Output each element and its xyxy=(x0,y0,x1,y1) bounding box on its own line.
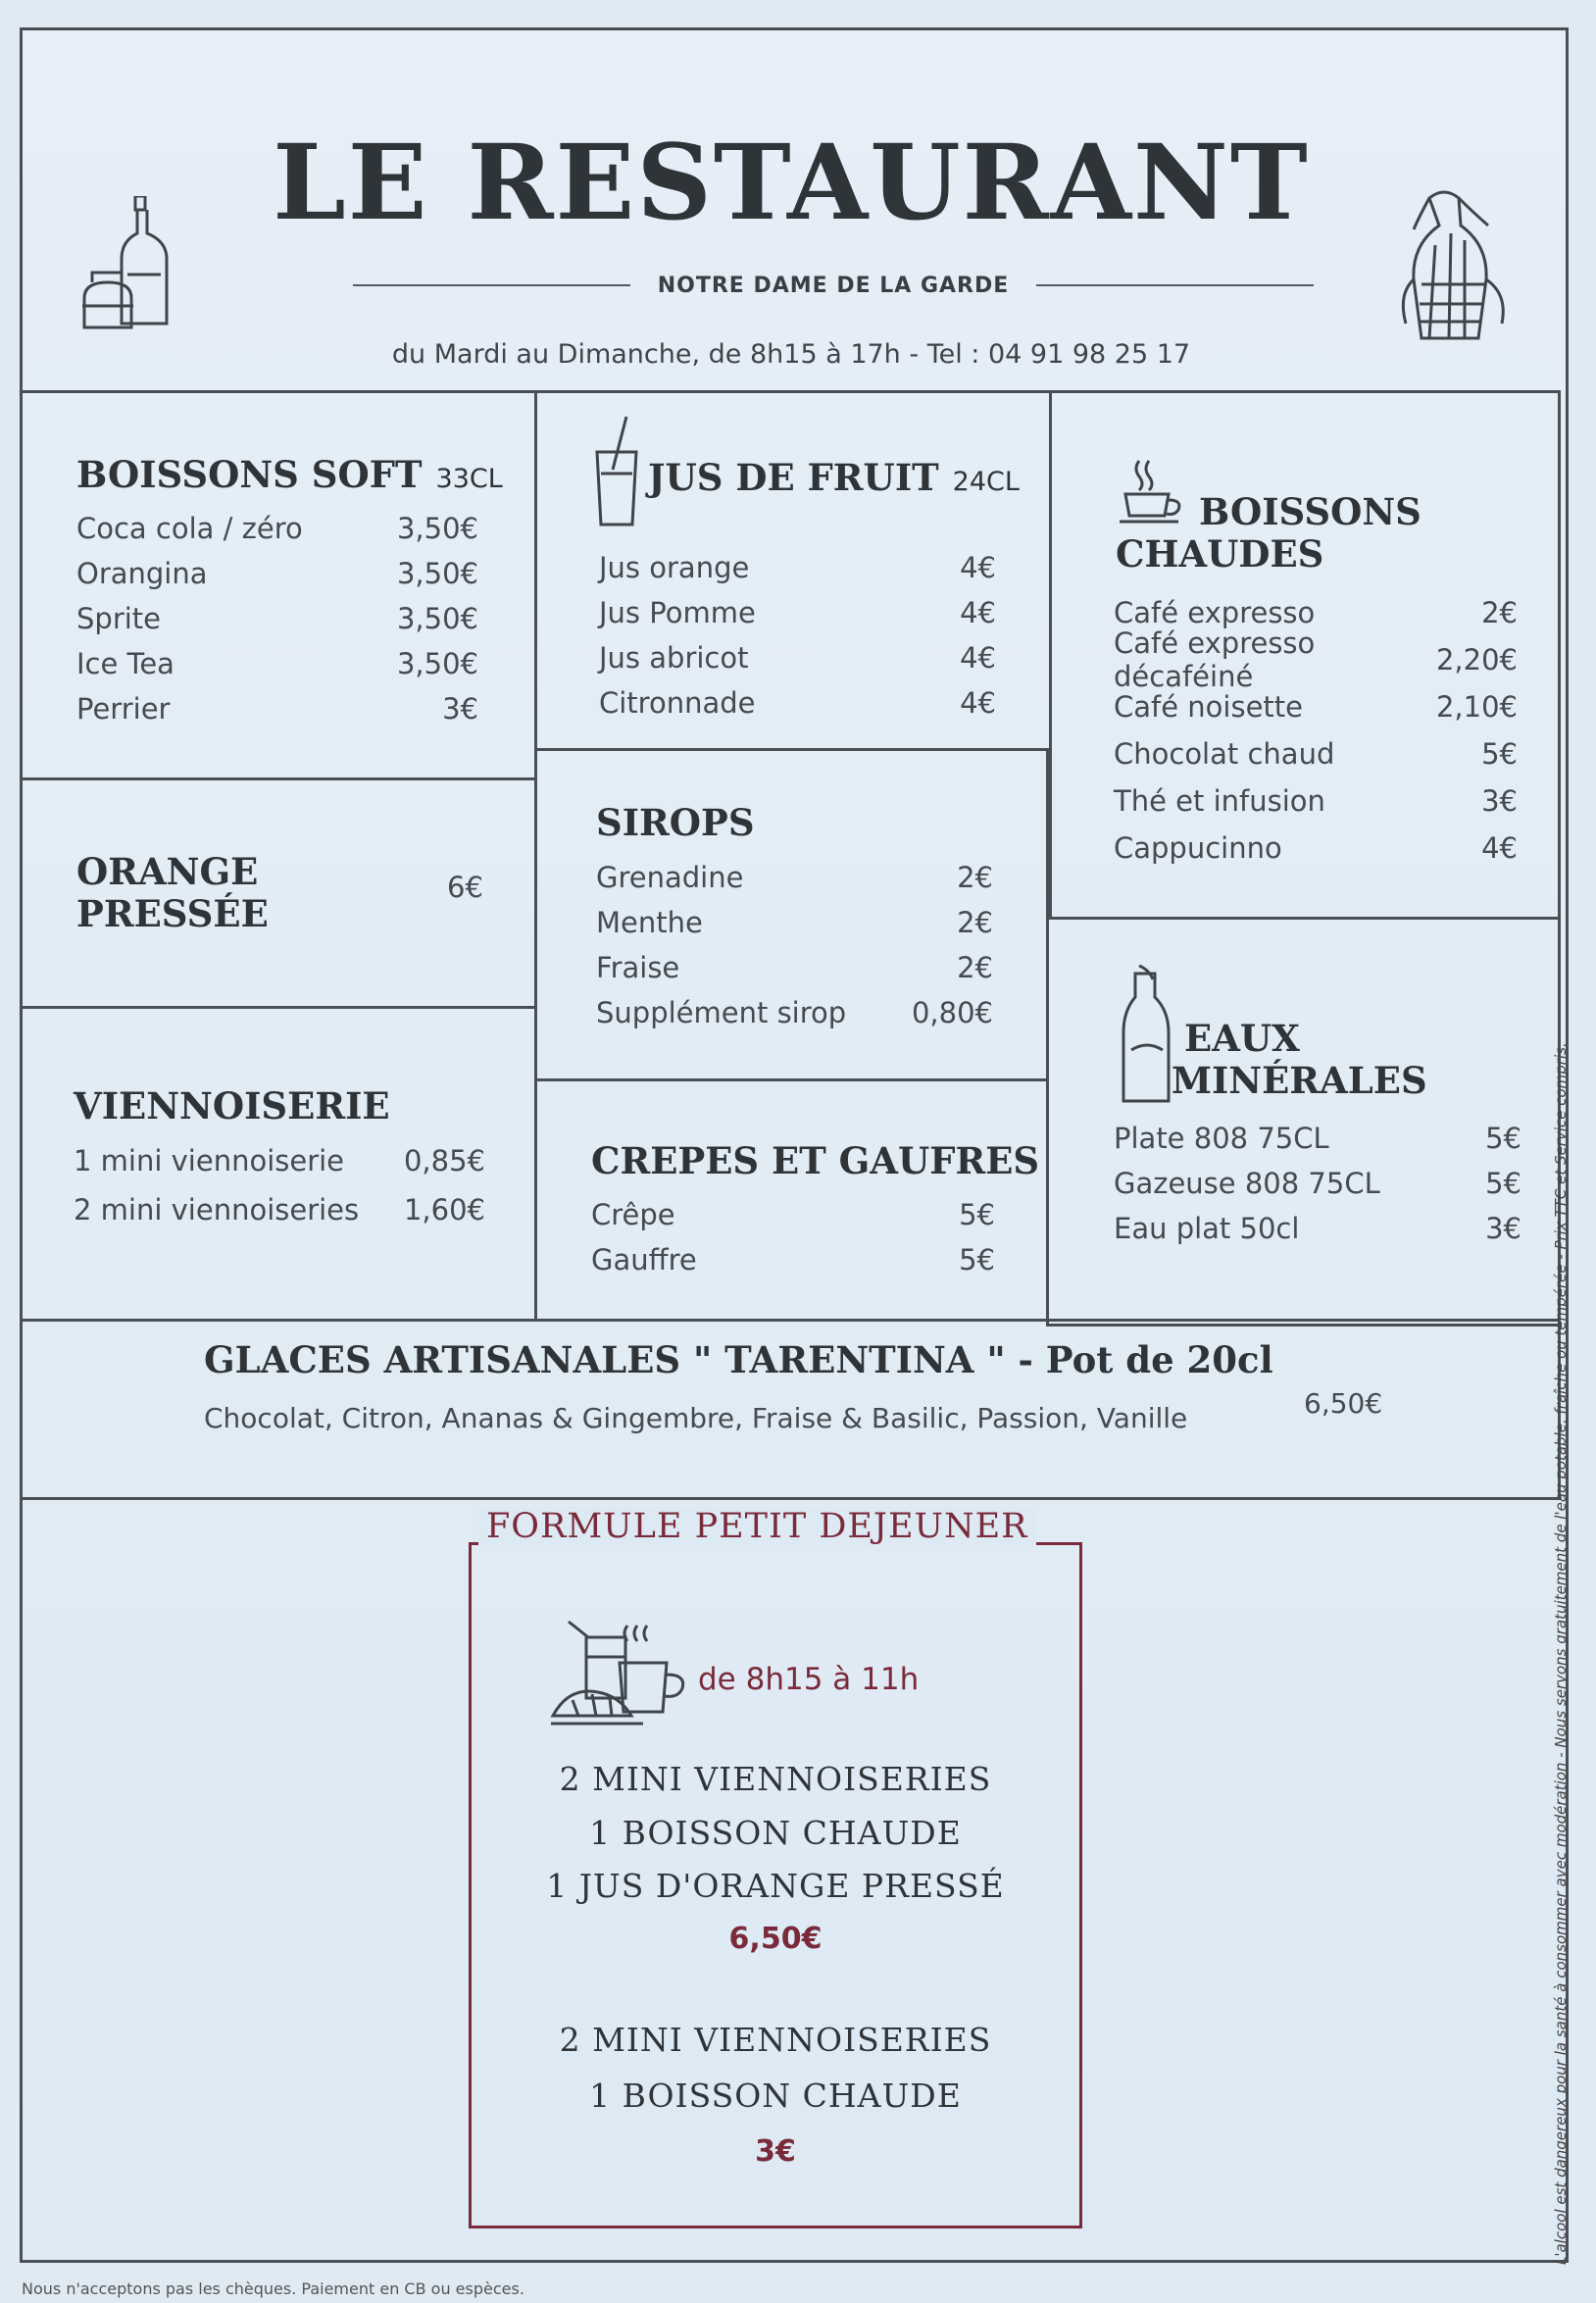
section-title xyxy=(76,454,503,496)
menu-item xyxy=(74,1185,485,1234)
section-title-line1: EAUX xyxy=(1184,1017,1300,1060)
item-price: 3,50€ xyxy=(396,557,478,590)
soft-drinks-list xyxy=(76,506,478,731)
item-name: Gauffre xyxy=(591,1243,697,1277)
menu-item xyxy=(1114,825,1518,872)
item-price: 2,20€ xyxy=(1435,643,1518,676)
juice-glass-icon xyxy=(591,415,642,532)
sirops-panel xyxy=(534,748,1049,1081)
subtitle: NOTRE DAME DE LA GARDE xyxy=(657,273,1010,298)
item-price: 5€ xyxy=(1485,1122,1521,1155)
item-name: Gazeuse 808 75CL xyxy=(1114,1167,1380,1200)
item-name: Café expresso décaféiné xyxy=(1114,626,1316,693)
item-name: Plate 808 75CL xyxy=(1114,1122,1329,1155)
water-bottle-icon xyxy=(1118,964,1172,1107)
menu-item xyxy=(599,545,996,590)
formule-title: FORMULE PETIT DEJEUNER xyxy=(478,1507,1036,1546)
orange-pressee-panel xyxy=(20,777,537,1009)
item-price: 4€ xyxy=(960,641,996,675)
item-price: 2€ xyxy=(957,906,993,939)
section-title-line2: PRESSÉE xyxy=(76,891,269,935)
item-name: Eau plat 50cl xyxy=(1114,1212,1300,1245)
menu-item xyxy=(1114,626,1518,693)
item-price: 3€ xyxy=(442,692,478,726)
item-price: 5€ xyxy=(1485,1167,1521,1200)
item-name: Cappucinno xyxy=(1114,831,1282,865)
formule-option1-line: 1 JUS D'ORANGE PRESSÉ xyxy=(546,1867,1005,1905)
menu-item xyxy=(1114,1161,1521,1206)
menu-item xyxy=(1114,1206,1521,1251)
menu-item xyxy=(76,641,478,686)
menu-item xyxy=(76,686,478,731)
juice-list xyxy=(599,545,996,726)
section-title-text: JUS DE FRUIT xyxy=(648,456,939,499)
item-price: 3,50€ xyxy=(396,602,478,635)
menu-header xyxy=(20,27,1563,392)
eaux-minerales-panel xyxy=(1046,917,1561,1327)
menu-item xyxy=(596,900,993,945)
divider xyxy=(1036,284,1314,286)
menu-item xyxy=(76,596,478,641)
section-title-line2: MINÉRALES xyxy=(1172,1058,1427,1102)
menu-item xyxy=(596,990,993,1035)
viennoiserie-panel xyxy=(20,1006,537,1322)
item-name: Fraise xyxy=(596,951,680,984)
hot-drinks-list xyxy=(1114,589,1518,872)
section-title-line1: BOISSONS xyxy=(1199,490,1421,533)
menu-item xyxy=(599,590,996,635)
section-title: GLACES ARTISANALES " TARENTINA " - Pot de 20cl xyxy=(204,1338,1273,1381)
section-title: CREPES ET GAUFRES xyxy=(591,1139,1040,1182)
menu-item xyxy=(74,1136,485,1185)
opening-hours: du Mardi au Dimanche, de 8h15 à 17h - Tel : 04 91 98 25 17 xyxy=(391,339,1191,370)
item-price: 0,85€ xyxy=(403,1144,485,1177)
formule-option2-line: 2 MINI VIENNOISERIES xyxy=(559,2021,992,2059)
breakfast-icon xyxy=(549,1618,696,1735)
boissons-soft-panel xyxy=(20,390,537,780)
section-unit: 24CL xyxy=(952,467,1020,497)
item-name: Café expresso xyxy=(1114,596,1316,629)
item-price: 4€ xyxy=(960,551,996,584)
item-name: Ice Tea xyxy=(76,647,175,680)
item-name: Perrier xyxy=(76,692,171,726)
pastry-list xyxy=(74,1136,485,1234)
formule-option1-line: 1 BOISSON CHAUDE xyxy=(589,1814,962,1852)
item-price: 2€ xyxy=(957,861,993,894)
item-price: 2,10€ xyxy=(1435,690,1518,724)
item-name: Jus orange xyxy=(599,551,750,584)
item-name: Jus abricot xyxy=(599,641,749,675)
menu-item xyxy=(591,1237,995,1282)
formule-option2-line: 1 BOISSON CHAUDE xyxy=(589,2077,962,2115)
item-price: 6€ xyxy=(447,871,483,904)
item-name: Crêpe xyxy=(591,1198,675,1231)
item-name: Jus Pomme xyxy=(599,596,756,629)
item-price: 0,80€ xyxy=(911,996,993,1029)
legal-note: L'alcool est dangereux pour la santé à consommer avec modération - Nous servons gratuitement de l'eau potable, fraîche ou tempérée - Prix TTC et Service compris. xyxy=(1552,1042,1570,2265)
item-price: 3€ xyxy=(1485,1212,1521,1245)
menu-item xyxy=(1114,777,1518,825)
item-price: 1,60€ xyxy=(403,1193,485,1227)
item-name: 2 mini viennoiseries xyxy=(74,1193,360,1227)
payment-note: Nous n'acceptons pas les chèques. Paiement en CB ou espèces. xyxy=(22,2279,524,2298)
item-name: Grenadine xyxy=(596,861,744,894)
section-title xyxy=(648,457,1020,499)
crepes-list xyxy=(591,1192,995,1282)
item-name: Menthe xyxy=(596,906,703,939)
item-price: 4€ xyxy=(960,596,996,629)
page-title: LE RESTAURANT xyxy=(273,121,1310,243)
item-price: 2€ xyxy=(957,951,993,984)
item-price: 5€ xyxy=(1481,737,1518,771)
item-price: 3,50€ xyxy=(396,647,478,680)
water-list xyxy=(1114,1116,1521,1251)
item-name: Orangina xyxy=(76,557,208,590)
menu-item xyxy=(591,1192,995,1237)
formule-option2-price: 3€ xyxy=(755,2134,796,2169)
bottle-and-jar-icon xyxy=(78,196,176,338)
section-title: SIROPS xyxy=(596,801,755,844)
menu-item xyxy=(76,506,478,551)
section-title-line2: CHAUDES xyxy=(1116,531,1324,576)
item-name: Sprite xyxy=(76,602,162,635)
crepes-gaufres-panel xyxy=(534,1078,1049,1322)
item-price: 3,50€ xyxy=(396,512,478,545)
item-name: 1 mini viennoiserie xyxy=(74,1144,345,1177)
formule-hours: de 8h15 à 11h xyxy=(698,1662,920,1697)
jus-de-fruit-panel xyxy=(534,390,1052,751)
divider xyxy=(353,284,630,286)
item-price: 4€ xyxy=(960,686,996,720)
formule-option1-line: 2 MINI VIENNOISERIES xyxy=(559,1760,992,1798)
section-title xyxy=(1172,1018,1427,1101)
section-title xyxy=(76,851,269,934)
item-price: 2€ xyxy=(1481,596,1518,629)
section-title-text: BOISSONS SOFT xyxy=(76,453,423,496)
item-price: 5€ xyxy=(959,1243,995,1277)
item-price: 6,50€ xyxy=(1304,1387,1383,1420)
menu-item xyxy=(596,855,993,900)
item-description: Chocolat, Citron, Ananas & Gingembre, Fraise & Basilic, Passion, Vanille xyxy=(204,1402,1188,1434)
item-name: Supplément sirop xyxy=(596,996,847,1029)
section-title: VIENNOISERIE xyxy=(74,1084,390,1127)
menu-item xyxy=(76,551,478,596)
formule-option1-price: 6,50€ xyxy=(728,1922,823,1956)
menu-item xyxy=(599,635,996,680)
boissons-chaudes-panel xyxy=(1049,390,1561,920)
apron-icon xyxy=(1400,186,1518,353)
item-name: Thé et infusion xyxy=(1114,784,1325,818)
item-price: 4€ xyxy=(1481,831,1518,865)
item-name: Chocolat chaud xyxy=(1114,737,1335,771)
item-name: Coca cola / zéro xyxy=(76,512,303,545)
item-name: Citronnade xyxy=(599,686,756,720)
section-unit: 33CL xyxy=(435,464,503,494)
item-price: 3€ xyxy=(1481,784,1518,818)
menu-item xyxy=(1114,730,1518,777)
subtitle-row xyxy=(353,266,1314,305)
syrup-list xyxy=(596,855,993,1035)
section-title xyxy=(1116,491,1421,575)
section-title-line1: ORANGE xyxy=(76,850,259,893)
item-price: 5€ xyxy=(959,1198,995,1231)
item-name: Café noisette xyxy=(1114,690,1304,724)
menu-item xyxy=(599,680,996,726)
menu-item xyxy=(596,945,993,990)
menu-item xyxy=(1114,1116,1521,1161)
